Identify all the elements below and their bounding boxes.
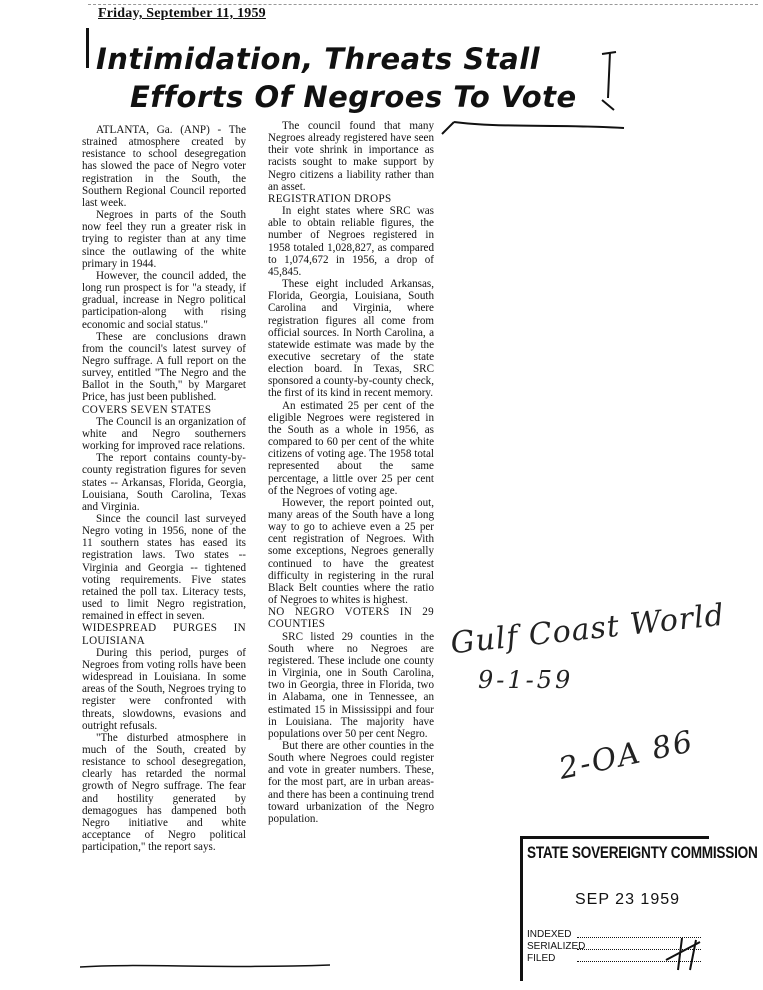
stamp-row-serialized <box>527 941 585 952</box>
paragraph: Since the council last surveyed Negro voting in 1956, none of the 11 southern states has eased its registration laws. Two states -- Virginia and Georgia -- tightened voting requirements. Five states retained the poll tax. Literacy tests, used to limit Negro registration, remained in effect in seven. <box>82 513 246 623</box>
paragraph: SRC listed 29 counties in the South where no Negroes are registered. These include one county in Virginia, one in South Carolina, two in Georgia, three in Florida, two in Alabama, one in Tennessee, an estimated 15 in Mississippi and four in Louisiana. The majority have populations over 50 per cent Negro. <box>268 630 434 740</box>
dateline: Friday, September 11, 1959 <box>98 6 266 21</box>
article-column-1 <box>82 124 246 853</box>
paragraph: The council found that many Negroes already registered have seen their vote shrink in importance as racists sought to make support by Negro citizens a liability rather than an asset. <box>268 120 434 193</box>
paragraph: Negroes in parts of the South now feel they run a greater risk in trying to register than at any time since the outlawing of the white primary in 1944. <box>82 209 246 270</box>
paragraph: But there are other counties in the South where Negroes could register and vote in greater numbers. These, for the most part, are in urban areas-and there has been a continuing trend toward urbanization of the Negro population. <box>268 739 434 825</box>
handwritten-file-code: 2-OA 86 <box>555 724 698 787</box>
underline-scribble <box>80 955 340 975</box>
subheading: NO NEGRO VOTERS IN 29 COUNTIES <box>268 606 434 631</box>
paragraph: During this period, purges of Negroes from voting rolls have been widespread in Louisiana. In some areas of the South, Negroes trying to register were confronted with threats, slowdowns, evasions and outright refusals. <box>82 646 246 732</box>
stamp-title: STATE SOVEREIGNTY COMMISSION <box>527 843 758 862</box>
stamp-row-filed <box>527 953 555 964</box>
paragraph: In eight states where SRC was able to obtain reliable figures, the number of Negroes registered in 1958 totaled 1,028,827, as compared to 1,074,672 in 1956, a drop of 45,845. <box>268 205 434 278</box>
paragraph: These are conclusions drawn from the council's latest survey of Negro suffrage. A full report on the survey, entitled "The Negro and the Ballot in the South," by Margaret Price, has just been published. <box>82 330 246 404</box>
headline-line-1: Intimidation, Threats Stall <box>96 42 541 76</box>
handwritten-paper-date: 9-1-59 <box>478 666 574 694</box>
paragraph: The Council is an organization of white and Negro southerners working for improved race relations. <box>82 415 246 453</box>
article-column-2 <box>268 120 434 825</box>
paragraph: These eight included Arkansas, Florida, Georgia, Louisiana, South Carolina and Virginia, where registration figures all come from official sources. In North Carolina, a statewide estimate was made by the executive secretary of the state election board. In Texas, SRC sponsored a county-by-county check, the first of its kind in recent memory. <box>268 278 434 400</box>
subheading: WIDESPREAD PURGES IN LOUISIANA <box>82 622 246 647</box>
subheading: COVERS SEVEN STATES <box>82 403 212 416</box>
headline-line-2: Efforts Of Negroes To Vote <box>130 80 577 114</box>
headline-margin-mark <box>86 28 89 68</box>
stamp-row-label: SERIALIZED <box>527 941 586 952</box>
handwritten-paper-name: Gulf Coast World <box>448 597 727 662</box>
paragraph: ATLANTA, Ga. (ANP) - The strained atmosphere created by resistance to school desegregation has slowed the pace of Negro voter registration in the South, the Southern Regional Council reported last week. <box>82 124 246 209</box>
stamp-row-indexed <box>527 929 571 940</box>
paragraph: The report contains county-by-county registration figures for seven states -- Arkansas, Florida, Georgia, Louisiana, South Carolina, Texas and Virginia. <box>82 452 246 513</box>
paragraph: However, the council added, the long run prospect is for "a steady, if gradual, increase in Negro political participation-along with rising economic and social status." <box>82 269 246 331</box>
top-dashed-rule <box>88 4 758 5</box>
handwritten-arrow-line <box>440 118 630 142</box>
stamp-date: SEP 23 1959 <box>575 891 681 908</box>
subheading: REGISTRATION DROPS <box>268 192 392 205</box>
paragraph: An estimated 25 per cent of the eligible Negroes were registered in the South as a whole in 1956, as compared to 60 per cent of the white citizens of voting age. The 1958 total represented about the same percentage, a little over 25 per cent of the Negroes of voting age. <box>268 399 434 497</box>
paragraph: "The disturbed atmosphere in much of the South, created by resistance to school desegregation, clearly has retarded the normal growth of Negro suffrage. The fear and hostility generated by demagogues has dampened both Negro initiative and white acceptance of Negro political participation," the report says. <box>82 731 246 854</box>
handwritten-initials <box>660 930 710 976</box>
handwritten-bracket-mark <box>598 48 620 114</box>
stamp-row-label: INDEXED <box>527 929 572 940</box>
stamp-row-label: FILED <box>527 953 556 964</box>
paragraph: However, the report pointed out, many areas of the South have a long way to go to achieve even a 25 per cent registration of Negroes. With some exceptions, Negroes generally continued to have the greatest difficulty in registering in the rural Black Belt counties where the ratio of Negroes to whites is highest. <box>268 496 434 607</box>
